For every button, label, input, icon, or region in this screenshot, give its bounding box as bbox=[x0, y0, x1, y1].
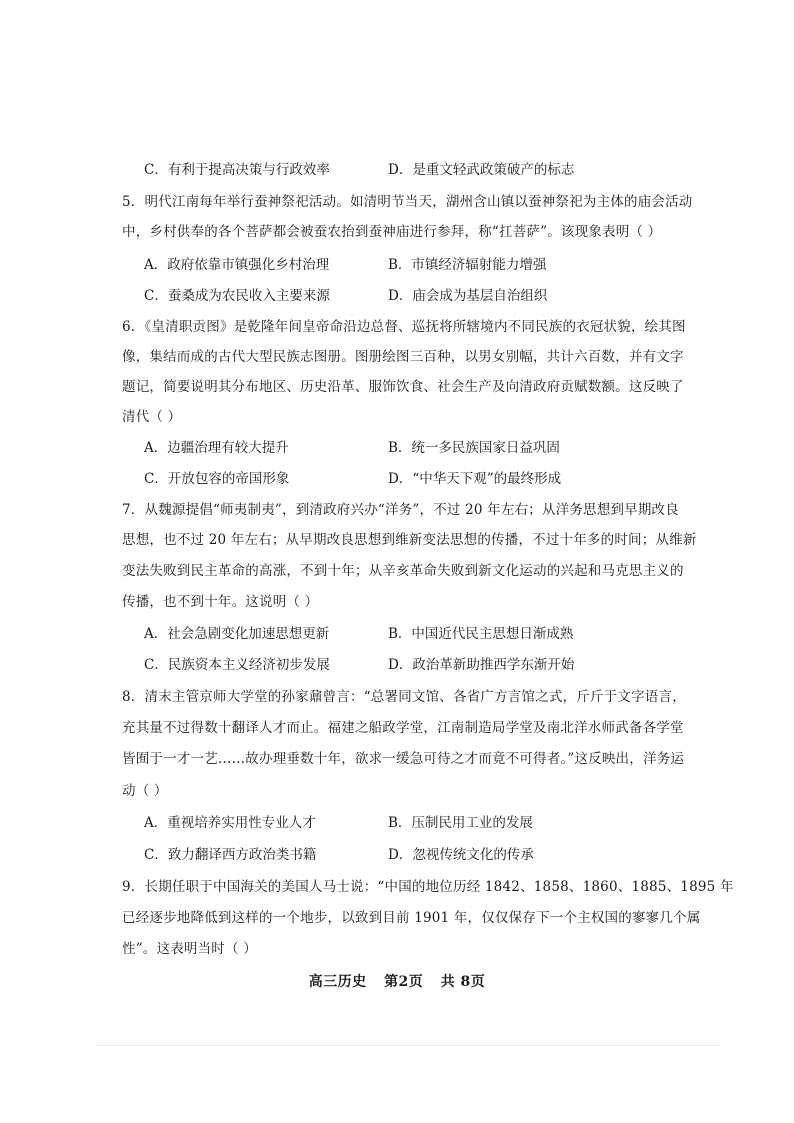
q7-stem-line-3: 变法失败到民主革命的高涨，不到十年；从辛亥革命失败到新文化运动的兴起和马克思主义的 bbox=[122, 563, 684, 579]
bottom-divider bbox=[95, 1045, 720, 1046]
q7-stem-line-4: 传播，也不到十年。这说明（ ） bbox=[122, 594, 319, 610]
q5-option-d: D．庙会成为基层自治组织 bbox=[388, 288, 548, 304]
q7-option-c: C．民族资本主义经济初步发展 bbox=[144, 657, 330, 673]
q6-option-a: A．边疆治理有较大提升 bbox=[144, 440, 289, 456]
q6-option-c: C．开放包容的帝国形象 bbox=[144, 471, 290, 487]
q8-option-d: D．忽视传统文化的传承 bbox=[388, 847, 534, 863]
q9-stem-line-2: 已经逐步地降低到这样的一个地步，以致到目前 1901 年，仅仅保存下一个主权国的寥寥几个属 bbox=[122, 910, 701, 926]
q4-option-d: D．是重文轻武政策破产的标志 bbox=[388, 162, 575, 178]
q6-option-b: B．统一多民族国家日益巩固 bbox=[388, 440, 560, 456]
q6-stem-line-3: 题记，简要说明其分布地区、历史沿革、服饰饮食、社会生产及向清政府贡赋数额。这反映了 bbox=[122, 379, 684, 395]
q5-stem-line-2: 中，乡村供奉的各个菩萨都会被蚕农抬到蚕神庙进行参拜，称“扛菩萨”。该现象表明（ ） bbox=[122, 224, 662, 240]
q5-option-c: C．蚕桑成为农民收入主要来源 bbox=[144, 288, 330, 304]
q4-option-c: C．有利于提高决策与行政效率 bbox=[144, 162, 330, 178]
q8-stem-line-3: 皆囿于一才一艺……故办理垂数十年，欲求一缓急可待之才而竟不可得者。”这反映出，洋务运 bbox=[122, 751, 685, 767]
q6-stem-line-1: 6．《皇清职贡图》是乾隆年间皇帝命沿边总督、巡抚将所辖境内不同民族的衣冠状貌，绘其图 bbox=[122, 319, 686, 335]
q8-option-c: C．致力翻译西方政治类书籍 bbox=[144, 847, 317, 863]
q7-option-d: D．政治革新助推西学东渐开始 bbox=[388, 657, 575, 673]
q6-stem-line-4: 清代（ ） bbox=[122, 409, 182, 425]
q8-stem-line-4: 动（ ） bbox=[122, 783, 168, 799]
q6-option-d: D．“中华天下观”的最终形成 bbox=[388, 471, 562, 487]
q8-option-a: A．重视培养实用性专业人才 bbox=[144, 815, 316, 831]
q8-stem-line-1: 8．清末主管京师大学堂的孙家鼐曾言：“总署同文馆、各省广方言馆之式，斤斤于文字语言， bbox=[122, 689, 686, 705]
q5-option-b: B．市镇经济辐射能力增强 bbox=[388, 257, 547, 273]
q7-stem-line-2: 思想，也不过 20 年左右；从早期改良思想到维新变法思想的传播，不过十年多的时间；从维新 bbox=[122, 532, 697, 548]
q9-stem-line-3: 性”。这表明当时（ ） bbox=[122, 941, 257, 957]
q7-option-b: B．中国近代民主思想日渐成熟 bbox=[388, 626, 574, 642]
q6-stem-line-2: 像，集结而成的古代大型民族志图册。图册绘图三百种，以男女别幅，共计六百数，并有文字 bbox=[122, 349, 684, 365]
page-footer bbox=[0, 971, 794, 991]
q5-option-a: A．政府依靠市镇强化乡村治理 bbox=[144, 257, 330, 273]
footer-subject: 高三历史 bbox=[308, 974, 367, 990]
q7-stem-line-1: 7．从魏源提倡“师夷制夷”，到清政府兴办“洋务”，不过 20 年左右；从洋务思想到早期改良 bbox=[122, 502, 679, 518]
q9-stem-line-1: 9．长期任职于中国海关的美国人马士说：“中国的地位历经 1842、1858、1860、1885、1895 年 bbox=[122, 879, 734, 895]
q5-stem-line-1: 5．明代江南每年举行蚕神祭祀活动。如清明节当天，湖州含山镇以蚕神祭祀为主体的庙会活动 bbox=[122, 194, 693, 210]
q8-option-b: B．压制民用工业的发展 bbox=[388, 815, 533, 831]
footer-page-number: 第2页 bbox=[384, 974, 424, 990]
q7-option-a: A．社会急剧变化加速思想更新 bbox=[144, 626, 330, 642]
footer-total-pages: 共 8页 bbox=[440, 974, 486, 990]
q8-stem-line-2: 充其量不过得数十翻译人才而止。福建之船政学堂，江南制造局学堂及南北洋水师武备各学堂 bbox=[122, 720, 684, 736]
